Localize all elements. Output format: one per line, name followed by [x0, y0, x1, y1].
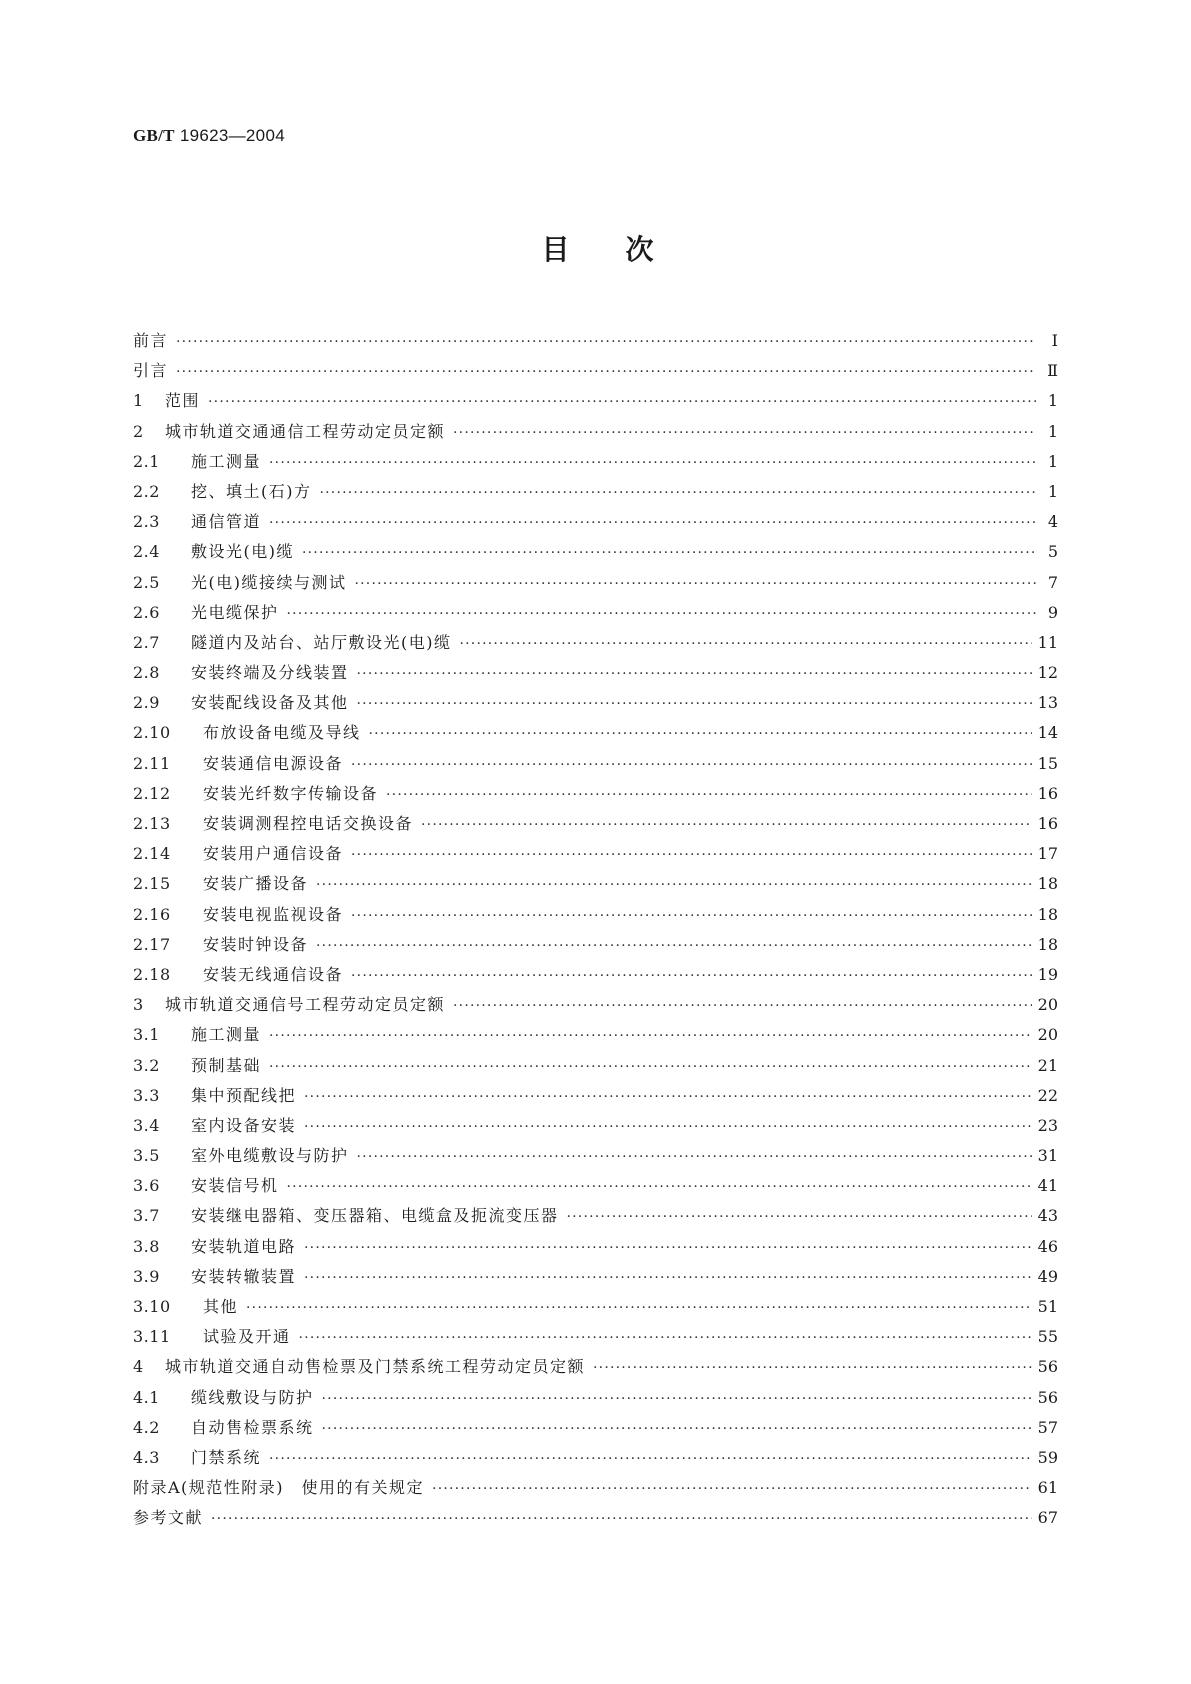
toc-entry-number: 2.7 — [133, 632, 160, 652]
dot-leader — [351, 961, 1032, 991]
toc-entry[interactable] — [133, 1473, 1058, 1503]
dot-leader — [176, 327, 1036, 357]
toc-entry[interactable] — [133, 1201, 1058, 1231]
toc-entry[interactable] — [133, 1322, 1058, 1352]
toc-entry-page: 16 — [1037, 783, 1058, 803]
toc-entry-page: 14 — [1037, 723, 1058, 743]
toc-entry[interactable] — [133, 1051, 1058, 1081]
toc-entry-number: 3 — [133, 995, 144, 1015]
dot-leader — [567, 1202, 1032, 1232]
dot-leader — [287, 1172, 1032, 1202]
toc-entry[interactable] — [133, 1292, 1058, 1322]
dot-leader — [593, 1353, 1032, 1383]
dot-leader — [208, 387, 1036, 417]
toc-entry-page: 17 — [1037, 844, 1058, 864]
toc-entry-label: 安装时钟设备 — [203, 934, 309, 954]
standard-number: 19623—2004 — [179, 126, 285, 145]
toc-entry-page: 46 — [1037, 1236, 1058, 1256]
toc-entry-label: 安装信号机 — [191, 1176, 279, 1196]
dot-leader — [453, 418, 1036, 448]
toc-entry-label: 自动售检票系统 — [191, 1417, 314, 1437]
dot-leader — [369, 719, 1032, 749]
toc-entry-number: 2.16 — [133, 904, 171, 924]
toc-entry[interactable] — [133, 990, 1058, 1020]
toc-entry[interactable] — [133, 1383, 1058, 1413]
toc-entry-number: 2.9 — [133, 693, 160, 713]
toc-entry-number: 2.5 — [133, 572, 160, 592]
toc-entry-page: 19 — [1037, 964, 1058, 984]
toc-entry[interactable] — [133, 1413, 1058, 1443]
toc-entry-number: 2 — [133, 421, 144, 441]
toc-entry-page: 59 — [1037, 1447, 1058, 1467]
toc-entry-label: 预制基础 — [191, 1055, 262, 1075]
toc-entry-number: 2.2 — [133, 481, 160, 501]
toc-entry[interactable] — [133, 1020, 1058, 1050]
toc-entry-page: 13 — [1037, 693, 1058, 713]
toc-entry-page: 67 — [1037, 1508, 1058, 1528]
toc-entry-label: 安装用户通信设备 — [203, 844, 344, 864]
toc-entry-page: 9 — [1047, 602, 1058, 622]
toc-entry-label: 范围 — [165, 391, 201, 411]
toc-entry-label: 集中预配线把 — [191, 1085, 297, 1105]
toc-entry-label: 缆线敷设与防护 — [191, 1387, 314, 1407]
toc-entry[interactable] — [133, 326, 1058, 356]
toc-entry-number: 2.14 — [133, 844, 171, 864]
toc-entry-label: 光电缆保护 — [191, 602, 279, 622]
toc-entry-label: 城市轨道交通信号工程劳动定员定额 — [165, 995, 446, 1015]
toc-entry-label: 安装终端及分线装置 — [191, 663, 349, 683]
toc-entry-label: 门禁系统 — [191, 1447, 262, 1467]
toc-entry-label: 安装配线设备及其他 — [191, 693, 349, 713]
toc-entry-label: 光(电)缆接续与测试 — [191, 572, 347, 592]
dot-leader — [211, 1504, 1032, 1534]
toc-entry-page: 18 — [1037, 934, 1058, 954]
toc-entry-page: 15 — [1037, 753, 1058, 773]
toc-entry[interactable] — [133, 779, 1058, 809]
toc-entry-number: 2.8 — [133, 663, 160, 683]
toc-entry-page: Ⅰ — [1051, 331, 1058, 350]
toc-entry[interactable] — [133, 688, 1058, 718]
toc-entry-label: 安装转辙装置 — [191, 1266, 297, 1286]
toc-entry-page: 7 — [1047, 572, 1058, 592]
dot-leader — [351, 750, 1032, 780]
toc-entry-page: 1 — [1047, 421, 1058, 441]
dot-leader — [304, 1233, 1032, 1263]
dot-leader — [269, 1021, 1032, 1051]
toc-entry-page: 22 — [1037, 1085, 1058, 1105]
toc-entry-label: 附录A(规范性附录) 使用的有关规定 — [133, 1478, 425, 1498]
dot-leader — [432, 1474, 1032, 1504]
toc-entry[interactable] — [133, 809, 1058, 839]
dot-leader — [304, 1263, 1032, 1293]
toc-entry[interactable] — [133, 568, 1058, 598]
toc-entry-label: 安装通信电源设备 — [203, 753, 344, 773]
toc-entry-label: 安装继电器箱、变压器箱、电缆盒及扼流变压器 — [191, 1206, 559, 1226]
toc-entry[interactable] — [133, 598, 1058, 628]
toc-entry-number: 2.17 — [133, 934, 171, 954]
toc-entry[interactable] — [133, 1081, 1058, 1111]
toc-entry[interactable] — [133, 1503, 1058, 1533]
toc-entry-page: 51 — [1037, 1297, 1058, 1316]
toc-entry[interactable] — [133, 1352, 1058, 1382]
toc-entry-number: 2.6 — [133, 602, 160, 622]
toc-entry-page: 20 — [1037, 1025, 1058, 1045]
toc-entry-label: 参考文献 — [133, 1508, 204, 1528]
toc-entry-page: 4 — [1047, 512, 1058, 532]
dot-leader — [287, 599, 1036, 629]
toc-entry-page: 41 — [1037, 1176, 1058, 1196]
toc-entry[interactable] — [133, 477, 1058, 507]
toc-entry[interactable] — [133, 930, 1058, 960]
dot-leader — [386, 780, 1032, 810]
toc-entry-number: 3.11 — [133, 1327, 171, 1347]
toc-entry-number: 2.11 — [133, 753, 171, 773]
toc-entry[interactable] — [133, 417, 1058, 447]
toc-entry[interactable] — [133, 386, 1058, 416]
toc-entry[interactable] — [133, 507, 1058, 537]
dot-leader — [357, 1142, 1032, 1172]
toc-entry[interactable] — [133, 1232, 1058, 1262]
dot-leader — [421, 810, 1032, 840]
dot-leader — [299, 1323, 1032, 1353]
toc-entry-page: 18 — [1037, 874, 1058, 894]
toc-entry-label: 敷设光(电)缆 — [191, 542, 294, 562]
toc-entry[interactable] — [133, 356, 1058, 386]
dot-leader — [176, 357, 1036, 387]
toc-entry[interactable] — [133, 960, 1058, 990]
toc-entry-page: 31 — [1037, 1146, 1058, 1166]
standard-prefix: GB/T — [133, 126, 175, 145]
standard-code — [133, 126, 285, 146]
toc-entry-number: 3.1 — [133, 1025, 160, 1045]
toc-entry-number: 3.4 — [133, 1115, 160, 1135]
toc-entry-label: 试验及开通 — [203, 1327, 291, 1347]
toc-entry-page: 56 — [1037, 1387, 1058, 1407]
toc-entry-label: 城市轨道交通自动售检票及门禁系统工程劳动定员定额 — [165, 1357, 586, 1377]
dot-leader — [302, 538, 1036, 568]
dot-leader — [246, 1293, 1032, 1323]
toc-entry-label: 隧道内及站台、站厅敷设光(电)缆 — [191, 632, 452, 652]
toc-entry-number: 2.1 — [133, 451, 160, 471]
toc-entry-label: 城市轨道交通通信工程劳动定员定额 — [165, 421, 446, 441]
dot-leader — [316, 870, 1032, 900]
toc-entry[interactable] — [133, 1262, 1058, 1292]
dot-leader — [357, 659, 1032, 689]
toc-entry-label: 挖、填土(石)方 — [191, 481, 312, 501]
toc-entry-label: 安装光纤数字传输设备 — [203, 783, 379, 803]
toc-entry[interactable] — [133, 658, 1058, 688]
toc-entry[interactable] — [133, 537, 1058, 567]
toc-entry-label: 引言 — [133, 361, 169, 381]
dot-leader — [351, 901, 1032, 931]
toc-entry-page: 43 — [1037, 1206, 1058, 1226]
toc-entry-label: 通信管道 — [191, 512, 262, 532]
toc-entry-label: 前言 — [133, 331, 169, 350]
toc-entry-page: 5 — [1047, 542, 1058, 562]
toc-entry[interactable] — [133, 1141, 1058, 1171]
toc-entry-label: 安装调测程控电话交换设备 — [203, 814, 414, 833]
toc-entry-number: 2.18 — [133, 964, 171, 984]
dot-leader — [351, 840, 1032, 870]
toc-entry[interactable] — [133, 718, 1058, 748]
toc-entry-label: 安装电视监视设备 — [203, 904, 344, 924]
toc-entry-number: 3.5 — [133, 1146, 160, 1166]
toc-entry-number: 3.2 — [133, 1055, 160, 1075]
toc-entry[interactable] — [133, 900, 1058, 930]
toc-entry-number: 2.12 — [133, 783, 171, 803]
toc-entry-number: 2.4 — [133, 542, 160, 562]
toc-entry[interactable] — [133, 1111, 1058, 1141]
toc-entry-label: 施工测量 — [191, 451, 262, 471]
toc-entry-page: 12 — [1037, 663, 1058, 683]
toc-entry-number: 2.13 — [133, 814, 171, 833]
dot-leader — [304, 1112, 1032, 1142]
dot-leader — [453, 991, 1032, 1021]
toc-entry-page: 1 — [1047, 391, 1058, 411]
toc-entry[interactable] — [133, 839, 1058, 869]
toc-entry[interactable] — [133, 1443, 1058, 1473]
toc-entry[interactable] — [133, 628, 1058, 658]
toc-entry-page: 55 — [1037, 1327, 1058, 1347]
toc-entry-page: Ⅱ — [1047, 361, 1058, 381]
dot-leader — [322, 1384, 1032, 1414]
toc-entry-label: 室内设备安装 — [191, 1115, 297, 1135]
toc-entry-number: 4.3 — [133, 1447, 160, 1467]
toc-entry-number: 1 — [133, 391, 144, 411]
toc-entry-page: 1 — [1047, 451, 1058, 471]
dot-leader — [357, 689, 1032, 719]
toc-entry-label: 施工测量 — [191, 1025, 262, 1045]
toc-entry-page: 57 — [1037, 1417, 1058, 1437]
toc-entry[interactable] — [133, 749, 1058, 779]
toc-entry-number: 2.10 — [133, 723, 171, 743]
dot-leader — [322, 1414, 1032, 1444]
dot-leader — [269, 1052, 1032, 1082]
dot-leader — [269, 508, 1036, 538]
dot-leader — [355, 569, 1037, 599]
toc-entry-label: 安装无线通信设备 — [203, 964, 344, 984]
toc-title: 目次 — [541, 233, 710, 266]
dot-leader — [269, 448, 1036, 478]
toc-entry-page: 16 — [1037, 814, 1058, 833]
toc-entry-page: 21 — [1037, 1055, 1058, 1075]
toc-entry-page: 49 — [1037, 1266, 1058, 1286]
dot-leader — [320, 478, 1037, 508]
toc-entry-number: 3.6 — [133, 1176, 160, 1196]
toc-entry-number: 2.3 — [133, 512, 160, 532]
toc-entry-number: 3.7 — [133, 1206, 160, 1226]
dot-leader — [460, 629, 1032, 659]
toc-entry-label: 其他 — [203, 1297, 239, 1316]
dot-leader — [304, 1082, 1032, 1112]
dot-leader — [316, 931, 1032, 961]
toc-entry-page: 20 — [1037, 995, 1058, 1015]
toc-entry-page: 61 — [1037, 1478, 1058, 1498]
toc-entry-number: 4.2 — [133, 1417, 160, 1437]
toc-entry-number: 3.10 — [133, 1297, 171, 1316]
toc-entry-page: 23 — [1037, 1115, 1058, 1135]
toc-entry-number: 3.8 — [133, 1236, 160, 1256]
toc-entry-page: 18 — [1037, 904, 1058, 924]
toc-entry[interactable] — [133, 869, 1058, 899]
table-of-contents — [133, 326, 1058, 1534]
toc-entry-number: 4 — [133, 1357, 144, 1377]
toc-entry[interactable] — [133, 1171, 1058, 1201]
toc-entry[interactable] — [133, 447, 1058, 477]
toc-entry-number: 3.9 — [133, 1266, 160, 1286]
toc-entry-page: 1 — [1047, 481, 1058, 501]
toc-entry-page: 11 — [1037, 632, 1058, 652]
toc-entry-label: 安装广播设备 — [203, 874, 309, 894]
dot-leader — [269, 1444, 1032, 1474]
toc-entry-page: 56 — [1037, 1357, 1058, 1377]
toc-entry-number: 2.15 — [133, 874, 171, 894]
toc-entry-number: 3.3 — [133, 1085, 160, 1105]
toc-entry-label: 室外电缆敷设与防护 — [191, 1146, 349, 1166]
toc-entry-label: 安装轨道电路 — [191, 1236, 297, 1256]
toc-entry-label: 布放设备电缆及导线 — [203, 723, 361, 743]
toc-entry-number: 4.1 — [133, 1387, 160, 1407]
